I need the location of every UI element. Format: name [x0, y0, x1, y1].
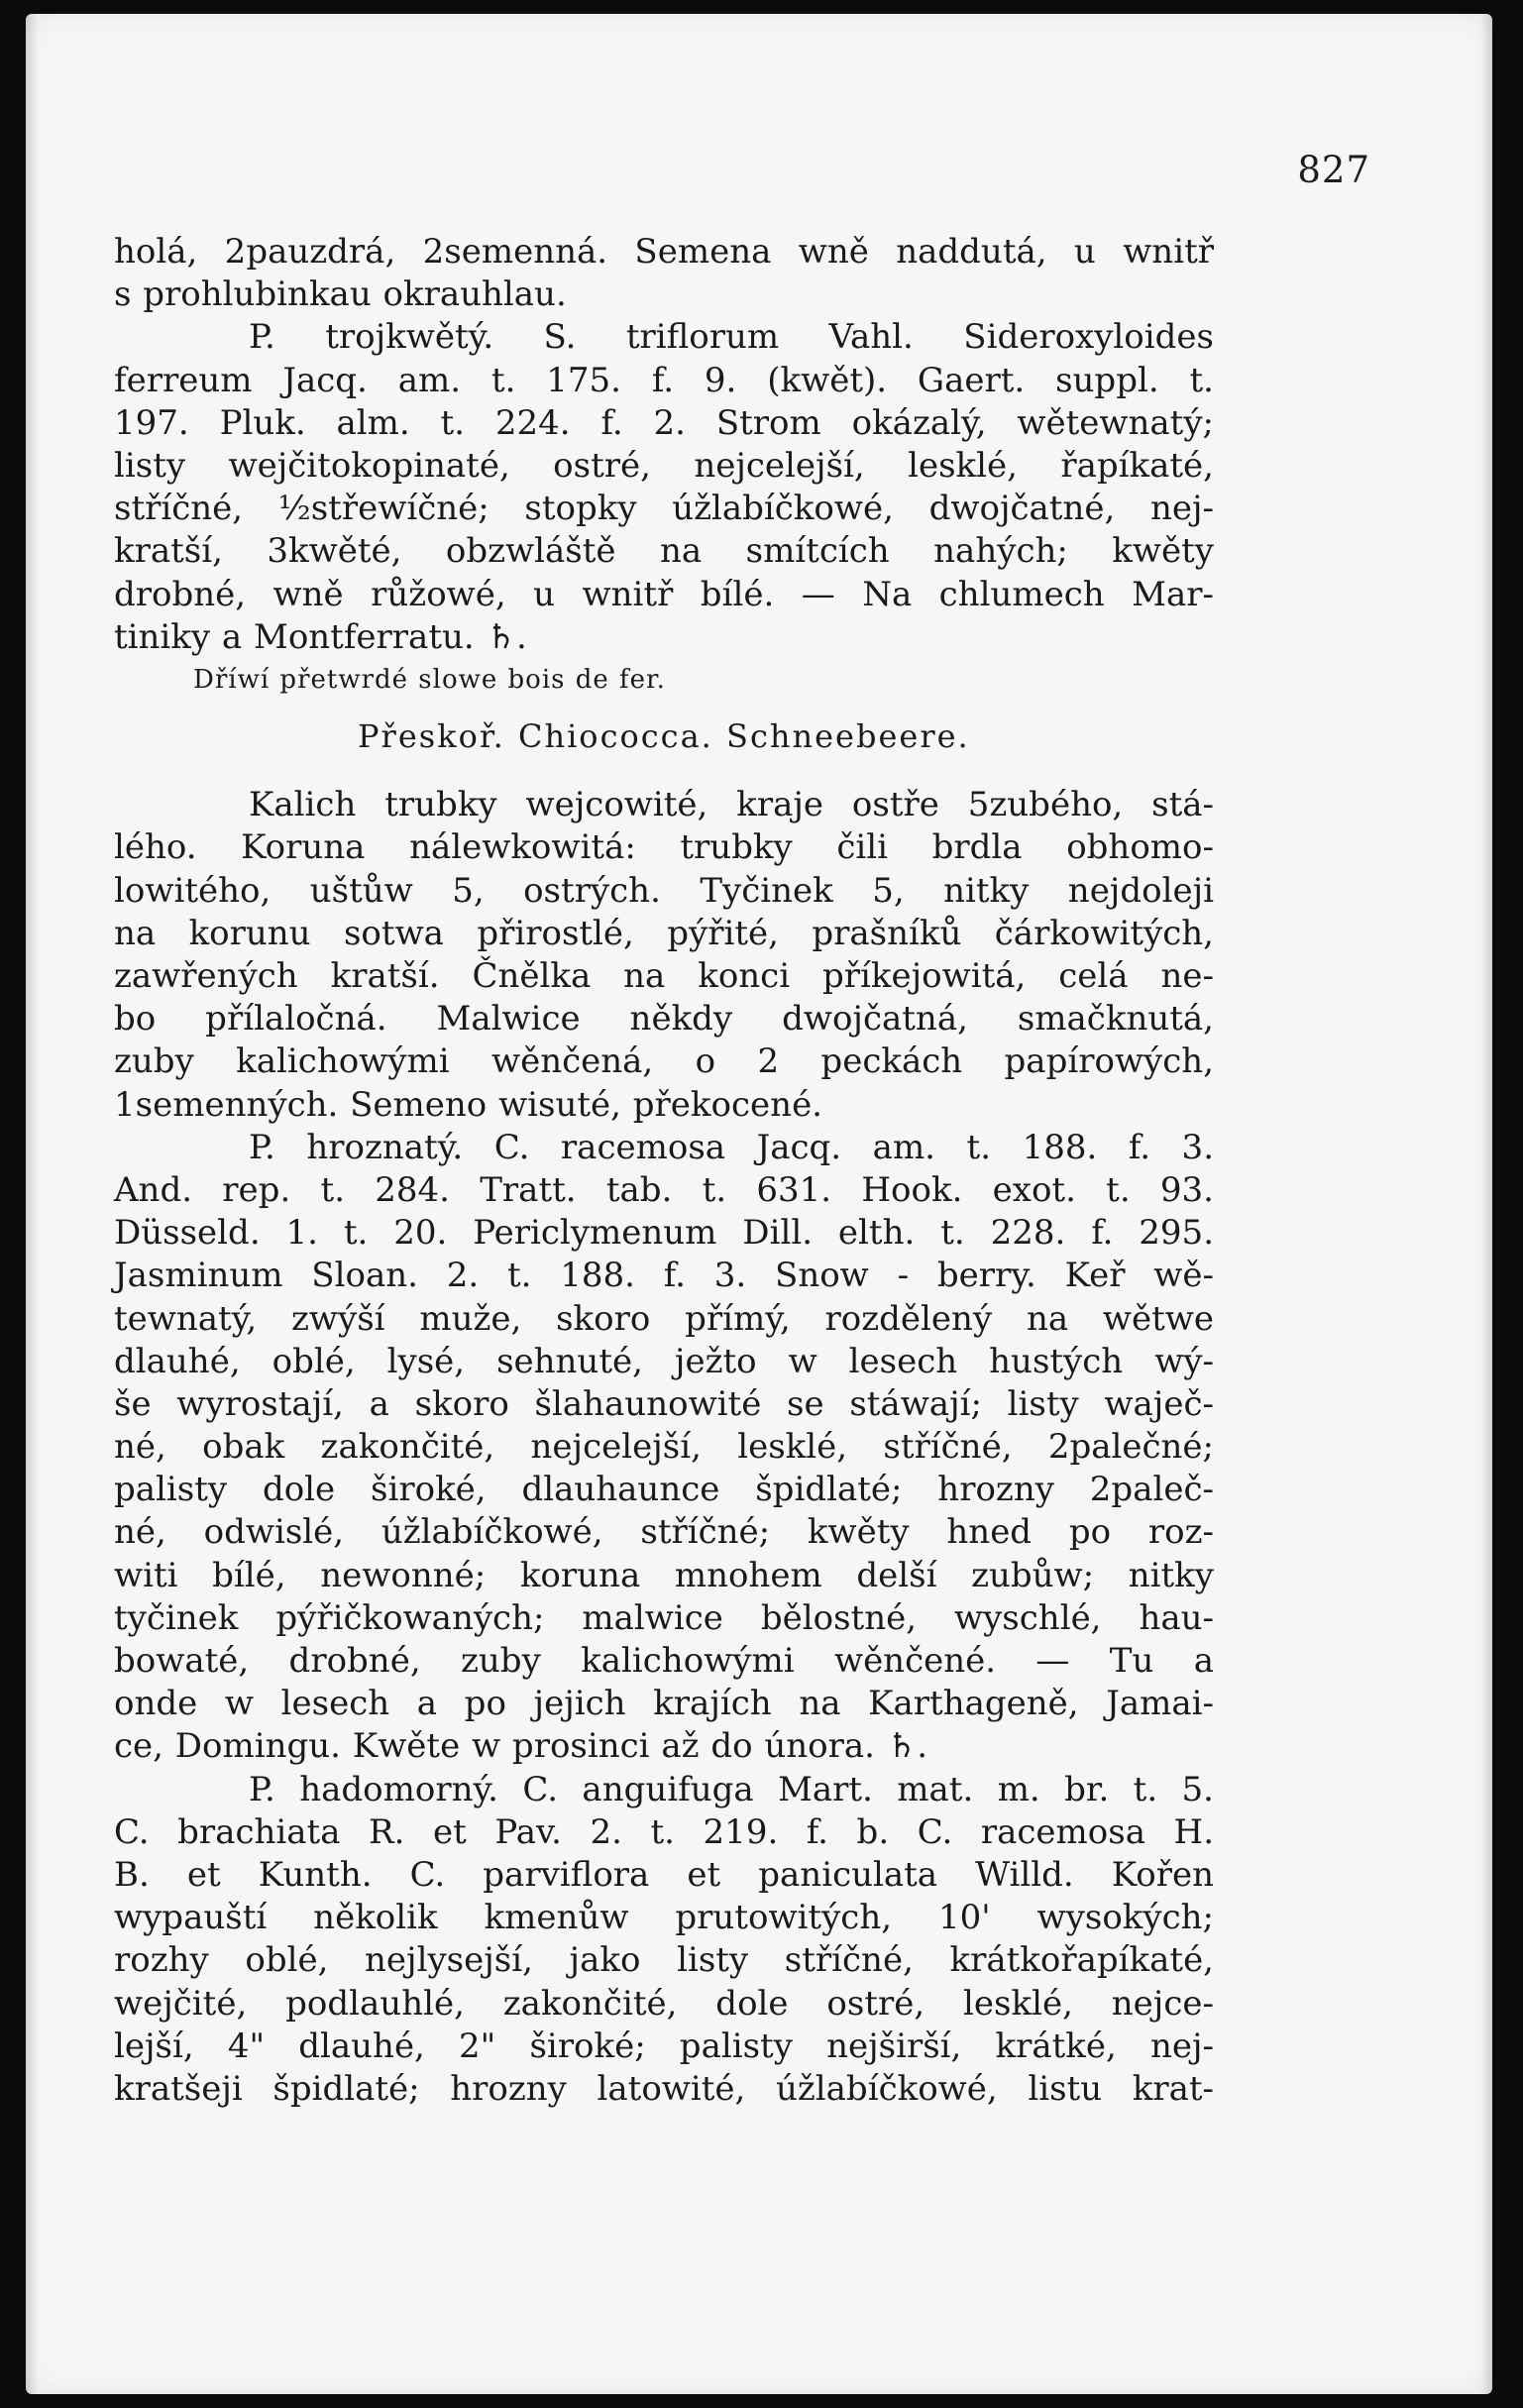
text-line: And. rep. t. 284. Tratt. tab. t. 631. Hook. exot. t. 93.: [114, 1169, 1214, 1210]
text-line: tiniky a Montferratu. ♄.: [114, 616, 527, 657]
text-line: Jasminum Sloan. 2. t. 188. f. 3. Snow - berry. Keř wě-: [114, 1256, 1214, 1296]
page-text: [114, 231, 1214, 2111]
text-line: še wyrostají, a skoro šlahaunowité se stáwají; listy waječ-: [114, 1383, 1214, 1424]
text-line: kratší, 3kwěté, obzwláště na smítcích nahých; kwěty: [114, 531, 1214, 572]
text-line: tewnatý, zwýší muže, skoro přímý, rozdělený na wětwe: [114, 1298, 1214, 1339]
genus-heading: Přeskoř. Chiococca. Schneebeere.: [358, 717, 970, 756]
text-line: zawřených kratší. Čnělka na konci příkejowitá, celá ne-: [114, 956, 1214, 996]
text-line: C. brachiata R. et Pav. 2. t. 219. f. b. C. racemosa H.: [114, 1811, 1214, 1852]
text-line: na korunu sotwa přirostlé, pýřité, prašníků čárkowitých,: [114, 913, 1214, 953]
text-line: drobné, wně růžowé, u wnitř bílé. — Na chlumech Mar-: [114, 574, 1214, 614]
text-line: wejčité, podlauhlé, zakončité, dole ostré, lesklé, nejce-: [114, 1983, 1214, 2024]
text-line: B. et Kunth. C. parviflora et paniculata Willd. Kořen: [114, 1854, 1214, 1895]
text-line: P. trojkwětý. S. triflorum Vahl. Sideroxyloides: [249, 317, 1214, 358]
text-line: kratšeji špidlaté; hrozny latowité, úžlabíčkowé, listu krat-: [114, 2068, 1214, 2109]
text-line: 1semenných. Semeno wisuté, překocené.: [114, 1084, 822, 1125]
text-line: onde w lesech a po jejich krajích na Karthageně, Jamai-: [114, 1684, 1214, 1724]
text-line: lého. Koruna nálewkowitá: trubky čili brdla obhomo-: [114, 827, 1214, 868]
text-line: 197. Pluk. alm. t. 224. f. 2. Strom okázalý, wětewnatý;: [114, 402, 1214, 443]
text-line: s prohlubinkau okrauhlau.: [114, 274, 567, 315]
text-line: ferreum Jacq. am. t. 175. f. 9. (kwět). Gaert. suppl. t.: [114, 360, 1214, 400]
text-line: tyčinek pýřičkowaných; malwice bělostné, wyschlé, hau-: [114, 1597, 1214, 1638]
text-line: ce, Domingu. Kwěte w prosinci až do února. ♄.: [114, 1726, 928, 1767]
text-line: stříčné, ½střewíčné; stopky úžlabíčkowé, dwojčatné, nej-: [114, 489, 1214, 529]
right-edge-shade: [1480, 14, 1492, 2394]
text-line: Kalich trubky wejcowité, kraje ostře 5zubého, stá-: [249, 785, 1214, 825]
text-line: wypauští několik kmenůw prutowitých, 10' wysokých;: [114, 1898, 1214, 1938]
text-line: palisty dole široké, dlauhaunce špidlaté; hrozny 2paleč-: [114, 1470, 1214, 1510]
text-line: P. hroznatý. C. racemosa Jacq. am. t. 188. f. 3.: [249, 1127, 1214, 1167]
text-line: dlauhé, oblé, lysé, sehnuté, ježto w lesech hustých wý-: [114, 1341, 1214, 1381]
text-line: Düsseld. 1. t. 20. Periclymenum Dill. elth. t. 228. f. 295.: [114, 1213, 1214, 1254]
page-number: 827: [1297, 149, 1370, 191]
book-page: [26, 14, 1492, 2394]
note-line: Dříwí přetwrdé slowe bois de fer.: [193, 664, 666, 695]
left-edge-shade: [26, 14, 38, 2394]
text-line: zuby kalichowými wěnčená, o 2 peckách papírowých,: [114, 1041, 1214, 1082]
text-line: bowaté, drobné, zuby kalichowými wěnčené. — Tu a: [114, 1641, 1214, 1681]
text-line: né, odwislé, úžlabíčkowé, stříčné; kwěty hned po roz-: [114, 1512, 1214, 1553]
text-line: lowitého, uštůw 5, ostrých. Tyčinek 5, nitky nejdoleji: [114, 870, 1214, 911]
text-line: rozhy oblé, nejlysejší, jako listy stříčné, krátkořapíkaté,: [114, 1940, 1214, 1981]
text-line: holá, 2pauzdrá, 2semenná. Semena wně naddutá, u wnitř: [114, 232, 1214, 272]
text-line: P. hadomorný. C. anguifuga Mart. mat. m. br. t. 5.: [249, 1769, 1214, 1809]
text-line: listy wejčitokopinaté, ostré, nejcelejší, lesklé, řapíkaté,: [114, 445, 1214, 486]
text-line: witi bílé, newonné; koruna mnohem delší zubůw; nitky: [114, 1555, 1214, 1595]
text-line: bo přílaločná. Malwice někdy dwojčatná, smačknutá,: [114, 999, 1214, 1040]
text-line: né, obak zakončité, nejcelejší, lesklé, stříčné, 2palečné;: [114, 1427, 1214, 1468]
text-line: lejší, 4" dlauhé, 2" široké; palisty nejširší, krátké, nej-: [114, 2025, 1214, 2066]
